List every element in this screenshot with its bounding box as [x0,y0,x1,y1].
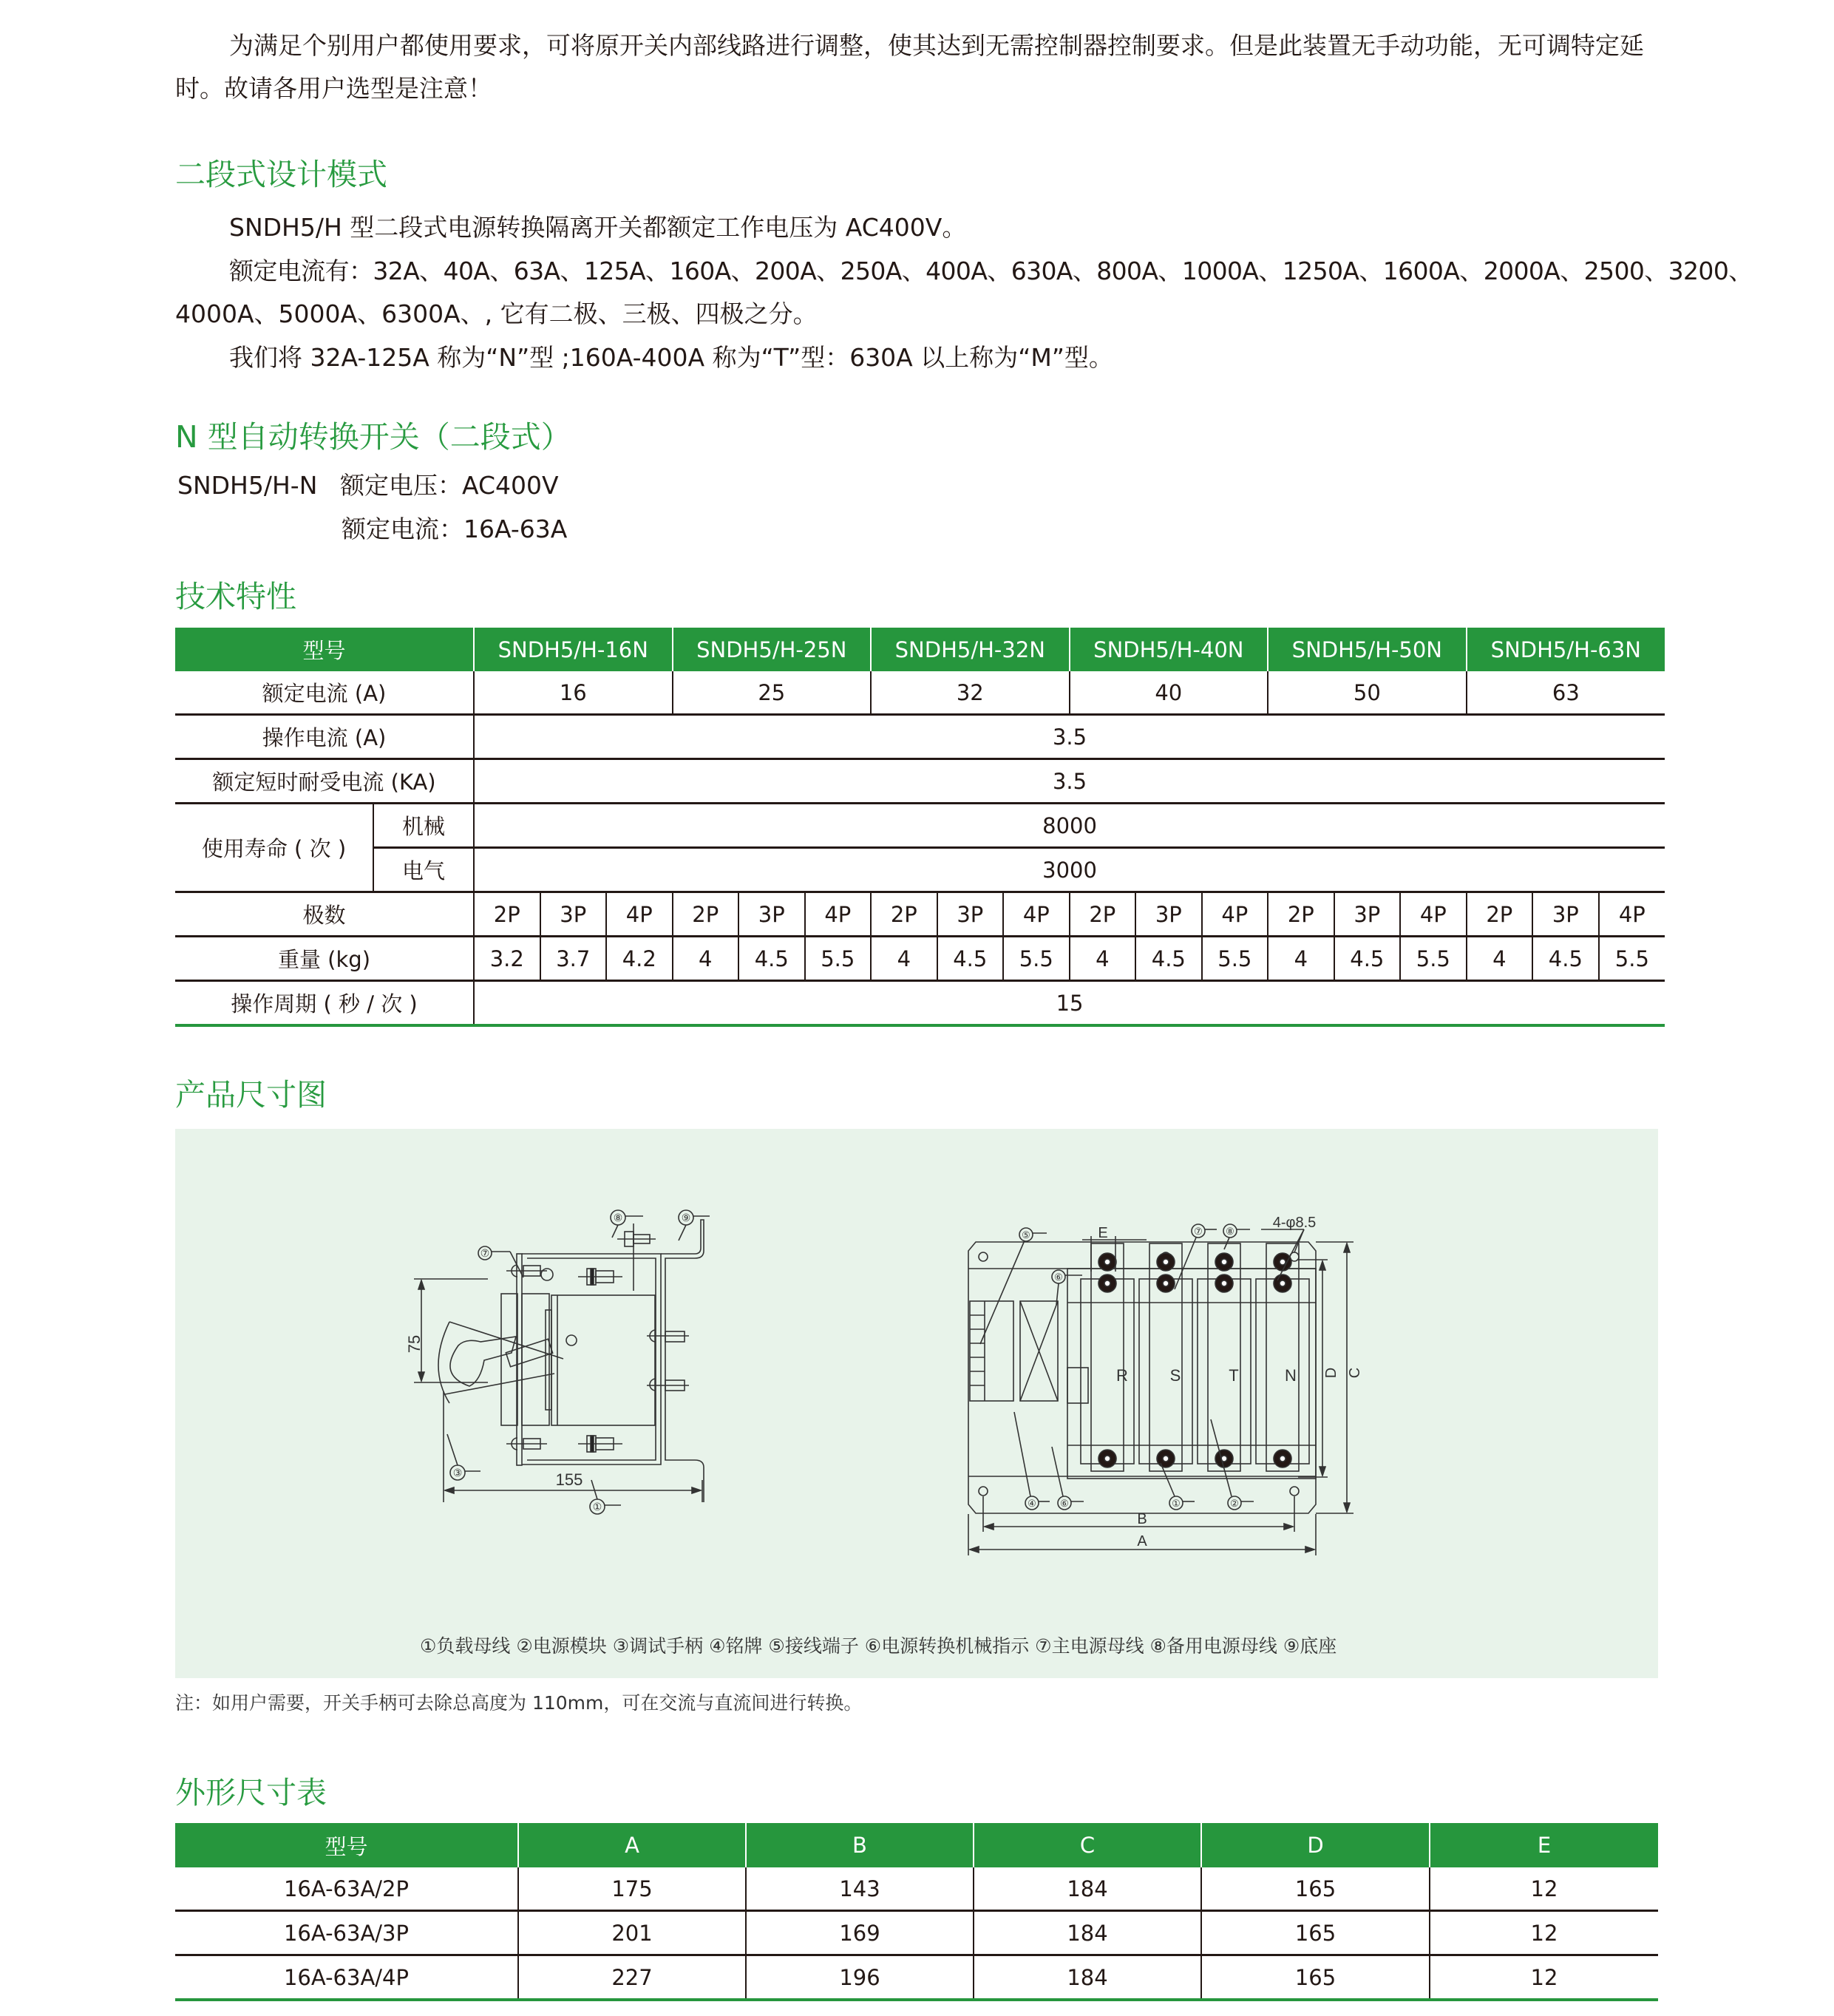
row-label: 额定电流 (A) [175,671,474,715]
section-heading-outline: 外形尺寸表 [175,1775,327,1810]
weight-cell: 4.5 [1532,937,1599,981]
table-row [175,1911,1658,1955]
pole-r-label: R [1116,1366,1128,1385]
design-mode-line-4: 我们将 32A-125A 称为“N”型 ;160A-400A 称为“T”型：630A 以上称为“M”型。 [229,343,1113,372]
row-label-life: 使用寿命 ( 次 ) [175,804,373,892]
table-row [175,1955,1658,2000]
weight-cell: 4 [1467,937,1533,981]
table-row [175,1867,1658,1911]
tech-spec-table [175,628,1665,1027]
cell: 50 [1268,671,1467,715]
weight-cell: 5.5 [1400,937,1467,981]
weight-cell: 5.5 [1599,937,1665,981]
n-type-current: 额定电流：16A-63A [342,515,568,543]
n-type-voltage: 额定电压：AC400V [340,471,559,500]
cell: 12 [1430,1911,1658,1955]
pole-cell: 4P [1202,892,1268,937]
pole-unit [1139,1243,1192,1471]
weight-cell: 4.5 [937,937,1004,981]
pole-unit [1198,1243,1251,1471]
weight-cell: 5.5 [1202,937,1268,981]
cell: 16 [474,671,673,715]
pole-cell: 4P [1003,892,1070,937]
header-model-label: 型号 [175,628,474,671]
header-model: SNDH5/H-40N [1070,628,1268,671]
header-model: SNDH5/H-63N [1467,628,1665,671]
cell: 32 [871,671,1070,715]
front-b-label: B [1137,1511,1147,1527]
cell: 16A-63A/4P [175,1955,518,2000]
dimension-drawing-panel [175,1129,1658,1678]
cell: 165 [1201,1955,1430,2000]
drawing-note: 注：如用户需要，开关手柄可去除总高度为 110mm，可在交流与直流间进行转换。 [175,1692,863,1714]
cell: 165 [1201,1867,1430,1911]
front-c-label: C [1347,1367,1363,1379]
weight-cell: 4 [871,937,937,981]
row-label: 极数 [175,892,474,937]
cell: 201 [518,1911,746,1955]
row-life-elec [175,848,1665,892]
pole-unit [1256,1243,1309,1471]
row-label: 操作电流 (A) [175,715,474,759]
pole-cell: 3P [540,892,607,937]
header-cell: A [518,1823,746,1867]
header-cell: C [974,1823,1201,1867]
cell: 12 [1430,1867,1658,1911]
cell: 184 [974,1911,1201,1955]
callout-2: ② [1230,1498,1239,1509]
weight-cell: 4 [673,937,739,981]
cell: 175 [518,1867,746,1911]
row-label: 操作周期 ( 秒 / 次 ) [175,981,474,1026]
callout-9: ⑨ [681,1212,691,1223]
pole-cell: 2P [1268,892,1334,937]
pole-cell: 4P [805,892,872,937]
design-mode-line-2: 额定电流有：32A、40A、63A、125A、160A、200A、250A、400A、630A、800A、1000A、1250A、1600A、2000A、2500、3200、 [229,257,1753,285]
cell: 143 [746,1867,974,1911]
weight-cell: 3.2 [474,937,540,981]
callout-7: ⑦ [1194,1226,1203,1237]
header-model: SNDH5/H-32N [871,628,1070,671]
cell: 15 [474,981,1665,1026]
weight-cell: 4 [1070,937,1136,981]
cell: 16A-63A/2P [175,1867,518,1911]
cell: 25 [673,671,872,715]
callout-3: ③ [452,1467,463,1479]
header-model: SNDH5/H-25N [673,628,872,671]
callout-5: ⑤ [1022,1229,1030,1241]
row-weight [175,937,1665,981]
drawing-legend: ①负载母线 ②电源模块 ③调试手柄 ④铭牌 ⑤接线端子 ⑥电源转换机械指示 ⑦主电源母线 ⑧备用电源母线 ⑨底座 [420,1635,1337,1657]
row-sublabel: 电气 [373,848,474,892]
header-cell: 型号 [175,1823,518,1867]
outline-header-row [175,1823,1658,1867]
pole-cell: 3P [1532,892,1599,937]
tech-header-row [175,628,1665,671]
callout-1: ① [592,1501,602,1513]
weight-cell: 4.5 [1135,937,1202,981]
pole-t-label: T [1229,1366,1239,1385]
outline-dimension-table [175,1823,1658,2001]
callout-1: ① [1172,1498,1181,1509]
front-e-label: E [1098,1225,1108,1241]
header-model: SNDH5/H-50N [1268,628,1467,671]
front-a-label: A [1137,1533,1147,1550]
cell: 227 [518,1955,746,2000]
design-mode-line-1: SNDH5/H 型二段式电源转换隔离开关都额定工作电压为 AC400V。 [229,213,967,242]
pole-cell: 3P [738,892,805,937]
row-cycle [175,981,1665,1026]
pole-unit [1081,1243,1134,1471]
pole-cell: 4P [1400,892,1467,937]
callout-6: ⑥ [1054,1272,1063,1283]
cell: 40 [1070,671,1268,715]
weight-cell: 4.2 [606,937,673,981]
header-cell: B [746,1823,974,1867]
header-cell: E [1430,1823,1658,1867]
pole-cell: 2P [1467,892,1533,937]
header-cell: D [1201,1823,1430,1867]
callout-8: ⑧ [1226,1226,1234,1237]
side-view-drawing [175,1129,1658,1678]
pole-cell: 2P [871,892,937,937]
pole-cell: 4P [1599,892,1665,937]
front-hole-label: 4-φ8.5 [1272,1215,1317,1231]
pole-cell: 2P [1070,892,1136,937]
cell: 12 [1430,1955,1658,2000]
cell: 169 [746,1911,974,1955]
pole-cell: 3P [1135,892,1202,937]
cell: 184 [974,1955,1201,2000]
row-sublabel: 机械 [373,804,474,848]
row-rated-current [175,671,1665,715]
pole-cell: 4P [606,892,673,937]
cell: 8000 [474,804,1665,848]
pole-cell: 3P [937,892,1004,937]
section-heading-n-type: N 型自动转换开关（二段式） [175,419,571,455]
cell: 3.5 [474,759,1665,804]
cell: 16A-63A/3P [175,1911,518,1955]
front-d-label: D [1323,1367,1339,1379]
row-short-time [175,759,1665,804]
row-poles [175,892,1665,937]
callout-6: ⑥ [1060,1498,1069,1509]
pole-s-label: S [1169,1366,1181,1385]
row-life-mech [175,804,1665,848]
cell: 3000 [474,848,1665,892]
pole-cell: 2P [673,892,739,937]
cell: 3.5 [474,715,1665,759]
side-width-label: 155 [555,1470,583,1489]
pole-n-label: N [1285,1366,1297,1385]
weight-cell: 4 [1268,937,1334,981]
cell: 63 [1467,671,1665,715]
section-heading-dimension: 产品尺寸图 [175,1077,327,1113]
section-heading-tech: 技术特性 [175,579,296,614]
weight-cell: 5.5 [805,937,872,981]
design-mode-line-3: 4000A、5000A、6300A、, 它有二极、三极、四极之分。 [175,299,818,328]
cell: 184 [974,1867,1201,1911]
n-type-model: SNDH5/H-N [177,471,318,500]
callout-8: ⑧ [613,1212,623,1223]
weight-cell: 3.7 [540,937,607,981]
callout-7: ⑦ [480,1247,490,1259]
pole-cell: 2P [474,892,540,937]
header-model: SNDH5/H-16N [474,628,673,671]
intro-line-2: 时。故请各用户选型是注意！ [175,74,492,103]
pole-cell: 3P [1334,892,1401,937]
weight-cell: 4.5 [738,937,805,981]
side-height-label: 75 [405,1334,424,1354]
intro-line-1: 为满足个别用户都使用要求，可将原开关内部线路进行调整，使其达到无需控制器控制要求。但是此装置无手动功能，无可调特定延 [229,31,1644,60]
row-op-current [175,715,1665,759]
callout-4: ④ [1028,1498,1036,1509]
section-heading-design-mode: 二段式设计模式 [175,157,387,192]
cell: 165 [1201,1911,1430,1955]
weight-cell: 5.5 [1003,937,1070,981]
weight-cell: 4.5 [1334,937,1401,981]
row-label: 额定短时耐受电流 (KA) [175,759,474,804]
cell: 196 [746,1955,974,2000]
row-label: 重量 (kg) [175,937,474,981]
